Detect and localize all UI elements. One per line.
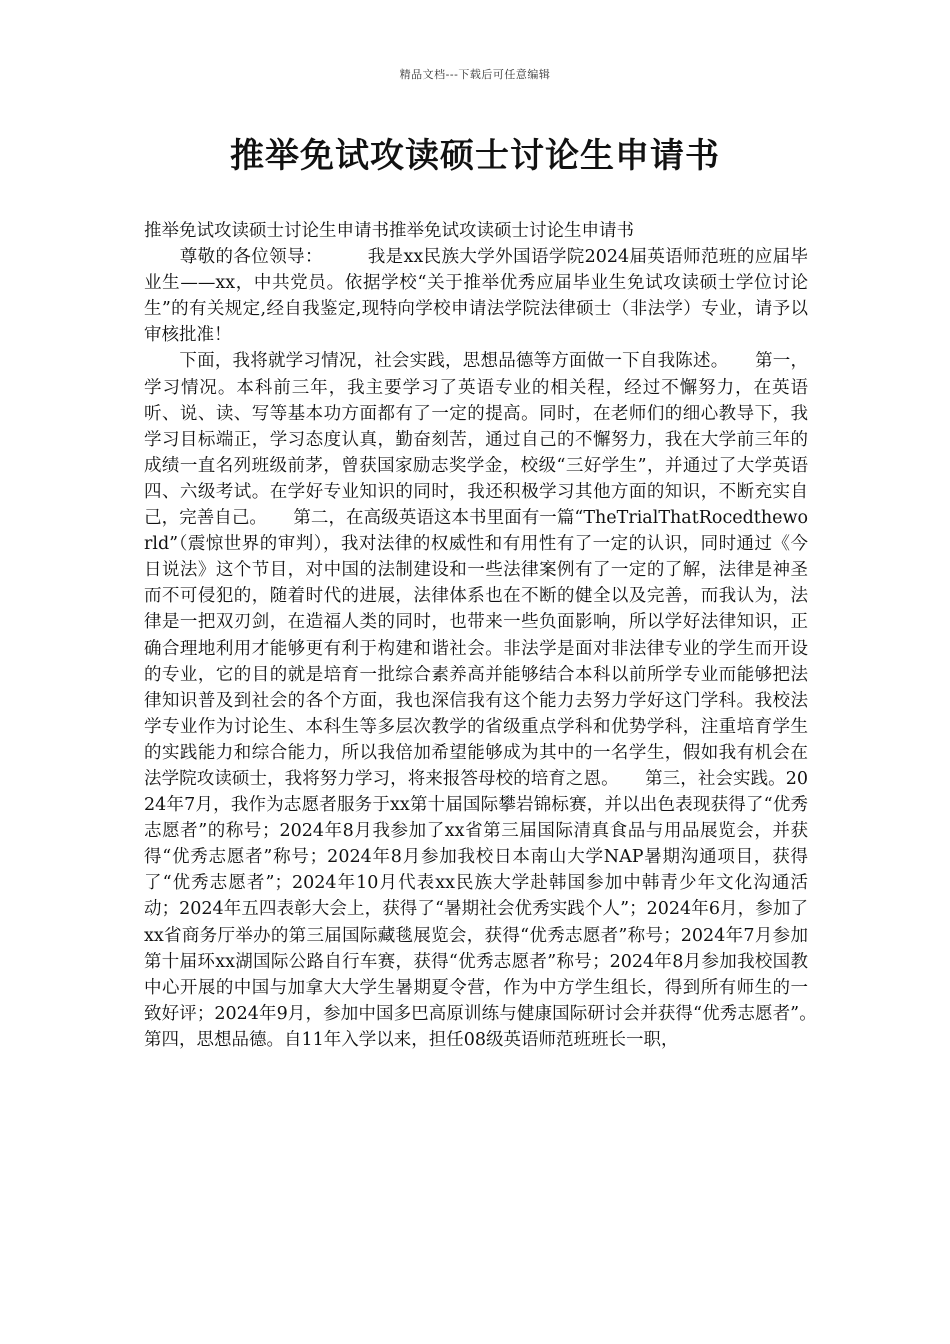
- paragraph-self-statement: 下面，我将就学习情况，社会实践，思想品德等方面做一下自我陈述。 第一，学习情况。本科前三年，我主要学习了英语专业的相关程，经过不懈努力，在英语听、说、读、写等基本功方面都有了一定的提高。同时，在老师们的细心教导下，我学习目标端正，学习态度认真，勤奋刻苦，通过自己的不懈努力，我在大学前三年的成绩一直名列班级前茅，曾获国家励志奖学金，校级“三好学生”，并通过了大学英语四、六级考试。在学好专业知识的同时，我还积极学习其他方面的知识，不断充实自己，完善自己。 第二，在高级英语这本书里面有一篇“TheTrialThatRocedtheworld”（震惊世界的审判），我对法律的权威性和有用性有了一定的认识，同时通过《今日说法》这个节目，对中国的法制建设和一些法律案例有了一定的了解，法律是神圣而不可侵犯的，随着时代的进展，法律体系也在不断的健全以及完善，而我认为，法律是一把双刃剑，在造福人类的同时，也带来一些负面影响，所以学好法律知识，正确合理地利用才能够更有利于构建和谐社会。非法学是面对非法律专业的学生而开设的专业，它的目的就是培育一批综合素养高并能够结合本科以前所学专业而能够把法律知识普及到社会的各个方面，我也深信我有这个能力去努力学好这门学科。我校法学专业作为讨论生、本科生等多层次教学的省级重点学科和优势学科，注重培育学生的实践能力和综合能力，所以我倍加希望能够成为其中的一名学生，假如我有机会在法学院攻读硕士，我将努力学习，将来报答母校的培育之恩。 第三，社会实践。2024年7月，我作为志愿者服务于xx第十届国际攀岩锦标赛，并以出色表现获得了“优秀志愿者”的称号；2024年8月我参加了xx省第三届国际清真食品与用品展览会，并获得“优秀志愿者”称号；2024年8月参加我校日本南山大学NAP暑期沟通项目，获得了“优秀志愿者”；2024年10月代表xx民族大学赴韩国参加中韩青少年文化沟通活动；2024年五四表彰大会上，获得了“暑期社会优秀实践个人”；2024年6月，参加了xx省商务厅举办的第三届国际藏毯展览会，获得“优秀志愿者”称号；2024年7月参加第十届环xx湖国际公路自行车赛，获得“优秀志愿者”称号；2024年8月参加我校国教中心开展的中国与加拿大大学生暑期夏令营，作为中方学生组长，得到所有师生的一致好评；2024年9月，参加中国多巴高原训练与健康国际研讨会并获得“优秀志愿者”。 第四，思想品德。自11年入学以来，担任08级英语师范班班长一职，: [144, 351, 843, 1050]
- intro-line: 推举免试攻读硕士讨论生申请书推举免试攻读硕士讨论生申请书: [144, 221, 634, 241]
- paragraph-application: 尊敬的各位领导： 我是xx民族大学外国语学院2024届英语师范班的应届毕业生——xx，中共党员。依据学校“关于推举优秀应届毕业生免试攻读硕士学位讨论生”的有关规定,经自我鉴定,现特向学校申请法学院法律硕士（非法学）专业，请予以审核批准！: [144, 247, 808, 346]
- page-header: 精品文档---下载后可任意编辑: [399, 68, 551, 81]
- document-title: 推举免试攻读硕士讨论生申请书: [230, 136, 720, 176]
- document-body: [144, 218, 843, 1053]
